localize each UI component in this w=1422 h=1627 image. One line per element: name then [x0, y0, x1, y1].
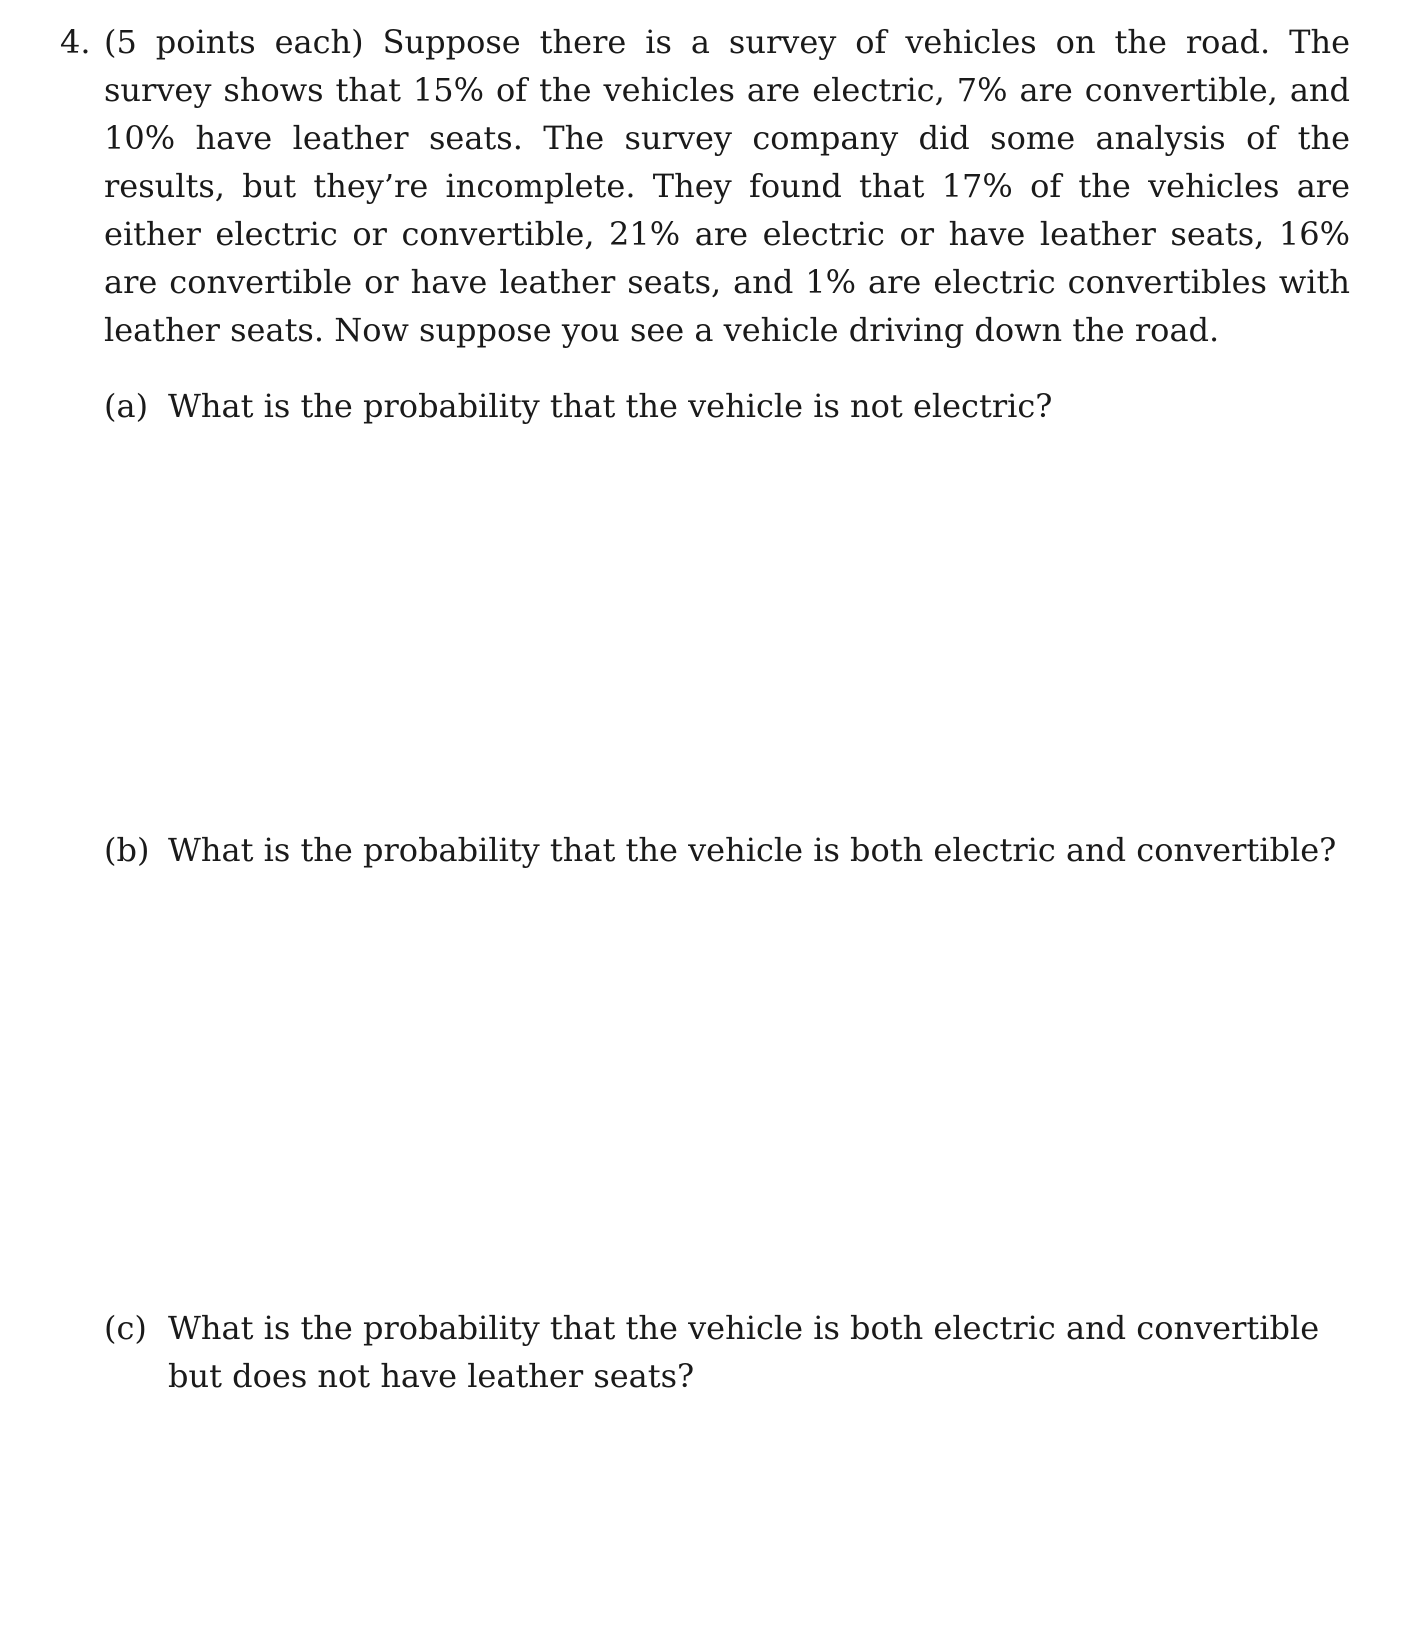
problem-intro: (5 points each) Suppose there is a survey of vehicles on the road. The survey shows that 15% of the vehicles are electric, 7% are convertible, and 10% have leather seats. The survey company did some analysis of the results, but they’re incomplete. They found that 17% of the vehicles are either electric or convertible, 21% are electric or have leather seats, 16% are convertible or have leather seats, and 1% are electric convertibles with leather seats. Now suppose you see a vehicle driving down the road.: [104, 23, 1350, 349]
problem-stem: [60, 18, 1350, 354]
part-b: [104, 826, 1354, 874]
problem-4: [60, 18, 1350, 354]
part-a: [104, 382, 1334, 430]
part-c: [104, 1304, 1354, 1400]
part-c-question: What is the probability that the vehicle is both electric and convertible but does not have leather seats?: [168, 1309, 1320, 1395]
part-a-question: What is the probability that the vehicle is not electric?: [168, 387, 1053, 425]
problem-number: 4.: [60, 23, 91, 61]
part-b-question: What is the probability that the vehicle is both electric and convertible?: [168, 831, 1337, 869]
part-a-label: (a): [104, 387, 149, 425]
part-c-label: (c): [104, 1309, 147, 1347]
part-b-label: (b): [104, 831, 150, 869]
